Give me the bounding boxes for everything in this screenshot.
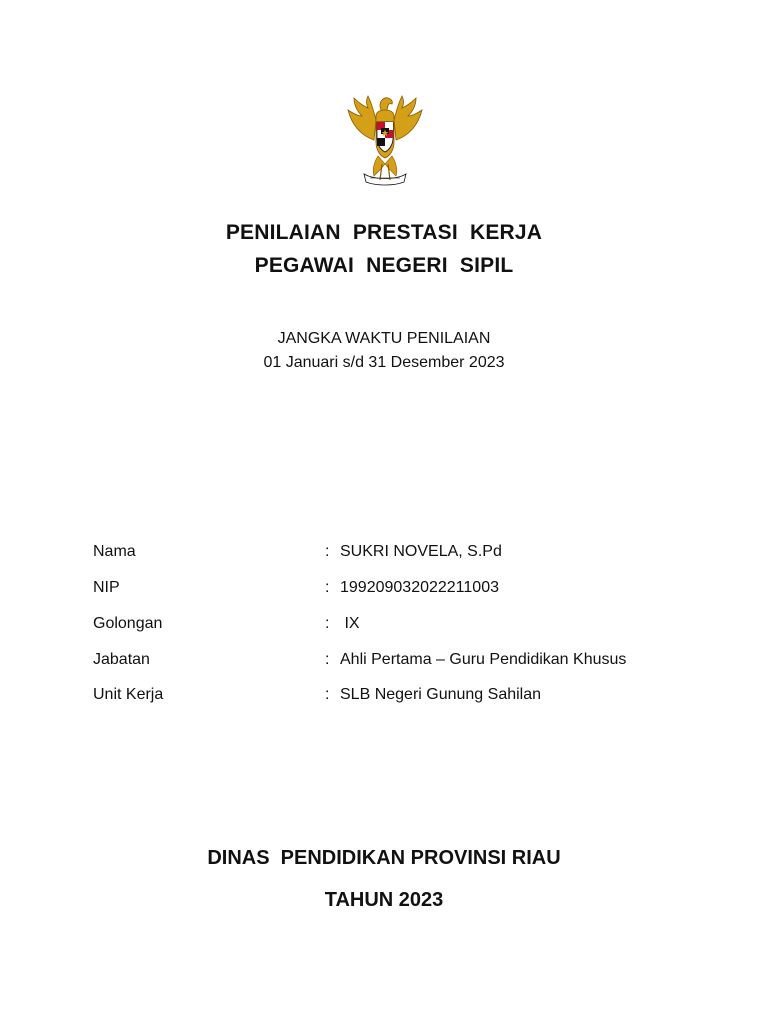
employee-info-separator: : bbox=[325, 686, 330, 703]
document-title-line-2: PEGAWAI NEGERI SIPIL bbox=[254, 254, 514, 277]
employee-info-value: SLB Negeri Gunung Sahilan bbox=[340, 686, 542, 703]
employee-info-separator: : bbox=[325, 543, 330, 560]
employee-info-separator: : bbox=[325, 651, 330, 668]
employee-info-value: 199209032022211003 bbox=[340, 579, 499, 596]
document-title-line-1: PENILAIAN PRESTASI KERJA bbox=[225, 221, 543, 244]
garuda-pancasila-emblem-icon bbox=[344, 92, 426, 192]
employee-info-value: SUKRI NOVELA, S.Pd bbox=[340, 543, 502, 560]
employee-info-row-golongan bbox=[93, 615, 713, 639]
employee-info-separator: : bbox=[325, 615, 330, 632]
document-year: TAHUN 2023 bbox=[324, 889, 444, 911]
assessment-period-heading: JANGKA WAKTU PENILAIAN bbox=[277, 330, 491, 347]
assessment-period-range: 01 Januari s/d 31 Desember 2023 bbox=[263, 354, 505, 371]
employee-info-value: Ahli Pertama – Guru Pendidikan Khusus bbox=[340, 651, 627, 668]
employee-info-label: Nama bbox=[93, 543, 136, 560]
employee-info-label: Unit Kerja bbox=[93, 686, 164, 703]
employee-info-row-jabatan bbox=[93, 651, 713, 675]
employee-info-row-nama bbox=[93, 543, 713, 567]
employee-info-label: Golongan bbox=[93, 615, 163, 632]
employee-info-row-nip bbox=[93, 579, 713, 603]
employee-info-value: IX bbox=[340, 615, 360, 632]
employee-info-label: NIP bbox=[93, 579, 120, 596]
agency-name: DINAS PENDIDIKAN PROVINSI RIAU bbox=[207, 847, 561, 869]
employee-info-separator: : bbox=[325, 579, 330, 596]
employee-info-label: Jabatan bbox=[93, 651, 150, 668]
employee-info-row-unit-kerja bbox=[93, 686, 713, 710]
